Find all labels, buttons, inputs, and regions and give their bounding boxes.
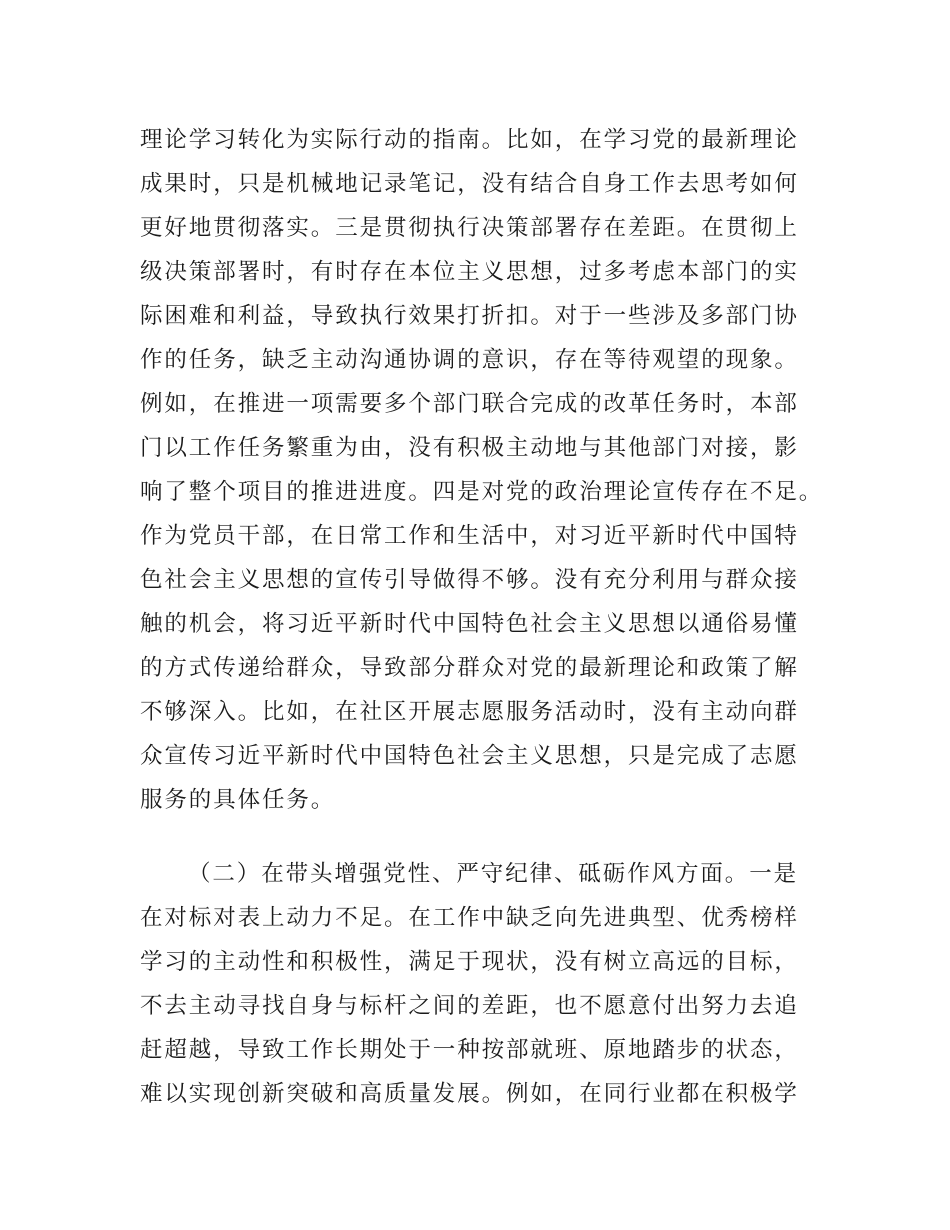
text-line: 触的机会，将习近平新时代中国特色社会主义思想以通俗易懂 (140, 611, 799, 637)
text-line: 际困难和利益，导致执行效果打折扣。对于一些涉及多部门协 (140, 303, 799, 329)
paragraph-1 (140, 118, 830, 822)
text-line: 更好地贯彻落实。三是贯彻执行决策部署存在差距。在贯彻上 (140, 215, 799, 241)
text-line: 色社会主义思想的宣传引导做得不够。没有充分利用与群众接 (140, 567, 799, 593)
text-line: 不去主动寻找自身与标杆之间的差距，也不愿意付出努力去追 (140, 993, 799, 1019)
section-heading-line: （二）在带头增强党性、严守纪律、砥砺作风方面。一是 (188, 861, 799, 887)
text-line: 例如，在推进一项需要多个部门联合完成的改革任务时，本部 (140, 391, 799, 417)
text-line: 难以实现创新突破和高质量发展。例如，在同行业都在积极学 (140, 1081, 799, 1107)
paragraph-spacer (140, 822, 830, 852)
text-line: 服务的具体任务。 (140, 787, 336, 813)
text-line: 作的任务，缺乏主动沟通协调的意识，存在等待观望的现象。 (140, 347, 799, 373)
text-line: 门以工作任务繁重为由，没有积极主动地与其他部门对接，影 (140, 435, 799, 461)
text-line: 赶超越，导致工作长期处于一种按部就班、原地踏步的状态， (140, 1037, 799, 1063)
text-line: 在对标对表上动力不足。在工作中缺乏向先进典型、优秀榜样 (140, 905, 799, 931)
text-line: 学习的主动性和积极性，满足于现状，没有树立高远的目标， (140, 949, 799, 975)
text-line: 级决策部署时，有时存在本位主义思想，过多考虑本部门的实 (140, 259, 799, 285)
text-line: 成果时，只是机械地记录笔记，没有结合自身工作去思考如何 (140, 171, 799, 197)
text-line: 响了整个项目的推进进度。四是对党的政治理论宣传存在不足。 (140, 479, 824, 505)
text-line: 作为党员干部，在日常工作和生活中，对习近平新时代中国特 (140, 523, 799, 549)
text-line: 众宣传习近平新时代中国特色社会主义思想，只是完成了志愿 (140, 743, 799, 769)
text-line: 不够深入。比如，在社区开展志愿服务活动时，没有主动向群 (140, 699, 799, 725)
text-line: 理论学习转化为实际行动的指南。比如，在学习党的最新理论 (140, 127, 799, 153)
document-body (140, 118, 830, 1116)
text-line: 的方式传递给群众，导致部分群众对党的最新理论和政策了解 (140, 655, 799, 681)
paragraph-2 (140, 852, 830, 1116)
